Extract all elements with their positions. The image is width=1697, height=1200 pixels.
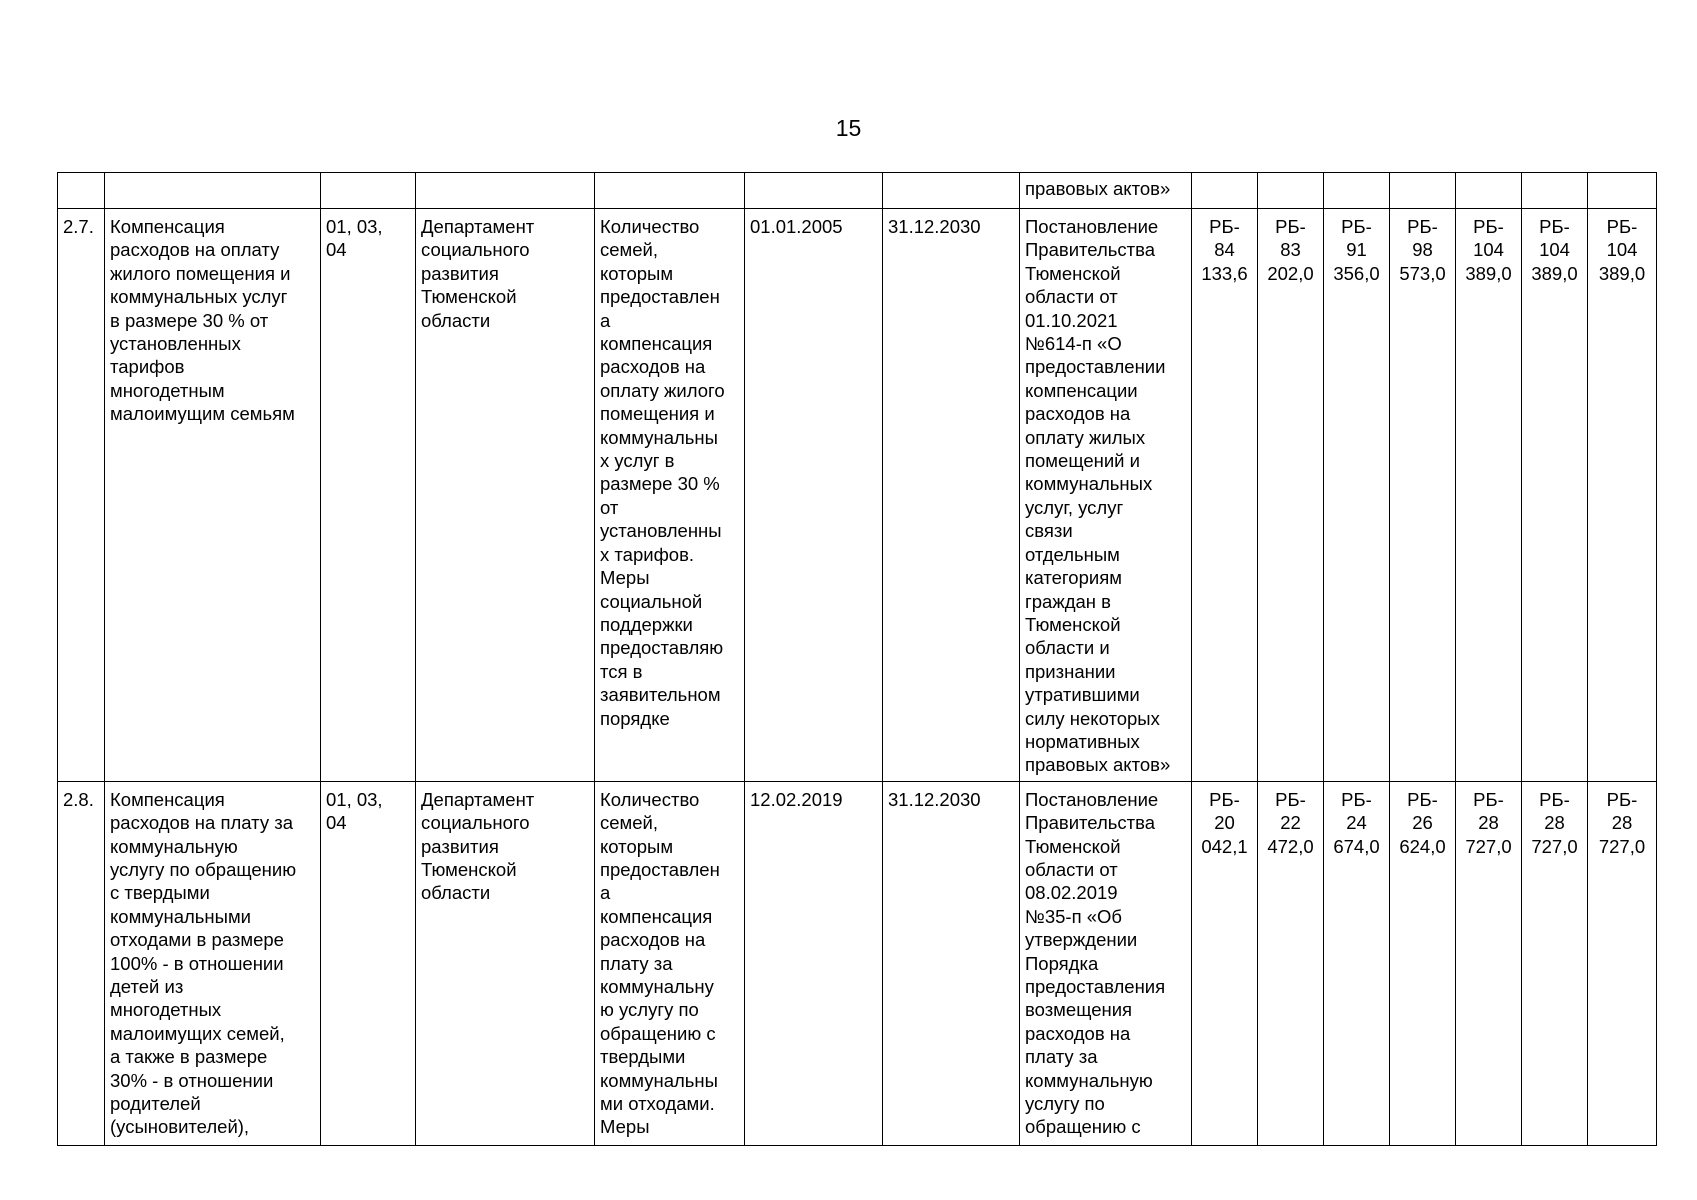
cell-amount — [1456, 173, 1522, 209]
cell-amount: РБ- 22 472,0 — [1258, 781, 1324, 1145]
cell-legal-act: Постановление Правительства Тюменской области от 01.10.2021 №614-п «О предоставлении компенсации расходов на оплату жилых помещений и коммунальных услуг, услуг связи отдельным категориям граждан в Тюменской области и признании утратившими силу некоторых нормативных правовых актов» — [1020, 209, 1192, 782]
cell-name: Компенсация расходов на плату за коммунальную услугу по обращению с твердыми коммунальными отходами в размере 100% - в отношении детей из многодетных малоимущих семей, а также в размере 30% - в отношении родителей (усыновителей), — [105, 781, 321, 1145]
cell-legal-act: Постановление Правительства Тюменской области от 08.02.2019 №35-п «Об утверждении Порядка предоставления возмещения расходов на плату за коммунальную услугу по обращению с — [1020, 781, 1192, 1145]
cell-amount: РБ- 26 624,0 — [1390, 781, 1456, 1145]
table-row-2-8 — [58, 781, 1657, 1145]
table-row-continuation — [58, 173, 1657, 209]
cell-num: 2.7. — [58, 209, 105, 782]
cell-start-date: 01.01.2005 — [745, 209, 883, 782]
cell-amount — [1390, 173, 1456, 209]
cell-codes: 01, 03, 04 — [321, 209, 416, 782]
cell-amount: РБ- 83 202,0 — [1258, 209, 1324, 782]
cell-amount: РБ- 20 042,1 — [1192, 781, 1258, 1145]
cell-amount: РБ- 28 727,0 — [1456, 781, 1522, 1145]
cell-amount: РБ- 98 573,0 — [1390, 209, 1456, 782]
table-row-2-7 — [58, 209, 1657, 782]
cell-indicator: Количество семей, которым предоставлен а компенсация расходов на оплату жилого помещения и коммунальны х услуг в размере 30 % от установленны х тарифов. Меры социальной поддержки предоставляю тся в заявительном порядке — [595, 209, 745, 782]
cell-department — [416, 173, 595, 209]
cell-name — [105, 173, 321, 209]
cell-indicator: Количество семей, которым предоставлен а компенсация расходов на плату за коммунальну ю услугу по обращению с твердыми коммунальны ми отходами. Меры — [595, 781, 745, 1145]
cell-amount: РБ- 104 389,0 — [1588, 209, 1657, 782]
cell-amount: РБ- 24 674,0 — [1324, 781, 1390, 1145]
cell-department: Департамент социального развития Тюменской области — [416, 781, 595, 1145]
cell-amount: РБ- 91 356,0 — [1324, 209, 1390, 782]
cell-amount: РБ- 28 727,0 — [1522, 781, 1588, 1145]
cell-codes — [321, 173, 416, 209]
cell-amount: РБ- 104 389,0 — [1456, 209, 1522, 782]
cell-department: Департамент социального развития Тюменской области — [416, 209, 595, 782]
cell-amount — [1192, 173, 1258, 209]
cell-end-date: 31.12.2030 — [883, 209, 1020, 782]
page-number: 15 — [835, 115, 862, 141]
cell-amount — [1324, 173, 1390, 209]
cell-end-date — [883, 173, 1020, 209]
cell-start-date — [745, 173, 883, 209]
cell-codes: 01, 03, 04 — [321, 781, 416, 1145]
cell-amount — [1258, 173, 1324, 209]
cell-amount — [1522, 173, 1588, 209]
cell-start-date: 12.02.2019 — [745, 781, 883, 1145]
program-measures-table — [57, 172, 1657, 1146]
cell-amount: РБ- 104 389,0 — [1522, 209, 1588, 782]
cell-amount: РБ- 84 133,6 — [1192, 209, 1258, 782]
cell-name: Компенсация расходов на оплату жилого помещения и коммунальных услуг в размере 30 % от установленных тарифов многодетным малоимущим семьям — [105, 209, 321, 782]
cell-legal-act: правовых актов» — [1020, 173, 1192, 209]
cell-amount — [1588, 173, 1657, 209]
cell-num: 2.8. — [58, 781, 105, 1145]
cell-amount: РБ- 28 727,0 — [1588, 781, 1657, 1145]
cell-end-date: 31.12.2030 — [883, 781, 1020, 1145]
cell-num — [58, 173, 105, 209]
cell-indicator — [595, 173, 745, 209]
